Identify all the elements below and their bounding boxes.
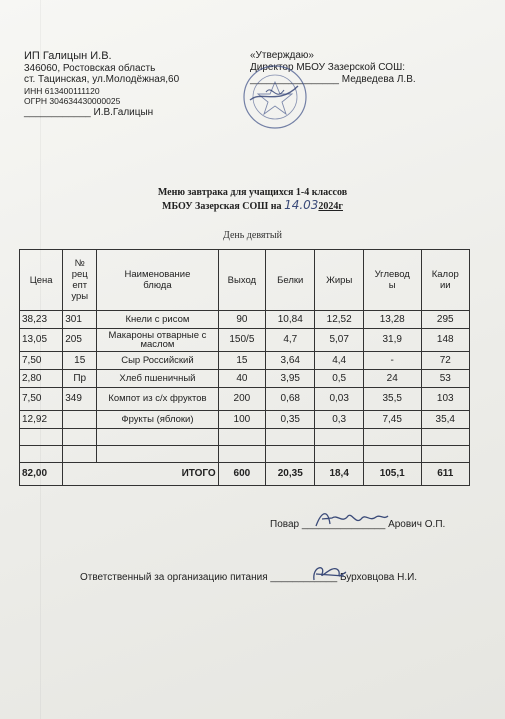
header-recipe: № рец епт уры (63, 250, 97, 311)
total-carbs: 105,1 (363, 463, 421, 486)
table-total-row (20, 463, 470, 486)
supplier-inn: ИНН 613400111120 (24, 85, 100, 96)
cell-proteins: 3,64 (266, 352, 315, 370)
cell-proteins: 3,95 (266, 370, 315, 388)
cell-recipe: 15 (63, 352, 97, 370)
cook-name: Арович О.П. (388, 519, 446, 530)
cell-dish: Сыр Российский (97, 352, 219, 370)
cell-output: 15 (218, 352, 265, 370)
cell-recipe (63, 411, 97, 429)
cell-price: 7,50 (20, 352, 63, 370)
header-dish: Наименование блюда (97, 250, 219, 311)
cell-output: 40 (218, 370, 265, 388)
menu-title-year: 2024г (318, 201, 343, 212)
cell-recipe: 301 (63, 311, 97, 329)
supplier-block (24, 51, 179, 118)
supplier-name: ИП Галицын И.В. (24, 50, 112, 62)
cell-fats: 0,03 (315, 388, 363, 411)
cell-fats: 0,3 (315, 411, 363, 429)
cook-signature-line: Повар _______________ Арович О.П. (270, 519, 446, 530)
cell-proteins: 0,35 (266, 411, 315, 429)
total-price: 82,00 (20, 463, 63, 486)
cell-price: 7,50 (20, 388, 63, 411)
cell-calories: 148 (421, 329, 469, 352)
header-proteins: Белки (266, 250, 315, 311)
menu-title (0, 186, 505, 213)
responsible-handwritten-signature (308, 560, 352, 586)
table-row (20, 411, 470, 429)
menu-table (19, 249, 470, 486)
table-row (20, 370, 470, 388)
cell-proteins: 10,84 (266, 311, 315, 329)
cell-dish: Компот из с/х фруктов (97, 388, 219, 411)
total-output: 600 (218, 463, 265, 486)
responsible-name: Бурховцова Н.И. (339, 572, 418, 583)
cell-carbs: 7,45 (363, 411, 421, 429)
supplier-signature: ____________ И.В.Галицын (24, 106, 154, 118)
cook-handwritten-signature (312, 508, 392, 532)
responsible-signature-line: Ответственный за организацию питания ____________ Бурховцова Н.И. (80, 572, 418, 583)
cell-fats: 4,4 (315, 352, 363, 370)
cell-output: 150/5 (218, 329, 265, 352)
cell-output: 90 (218, 311, 265, 329)
table-row (20, 352, 470, 370)
cell-output: 100 (218, 411, 265, 429)
total-calories: 611 (421, 463, 469, 486)
cell-dish: Макароны отварные с маслом (97, 329, 219, 352)
table-row (20, 329, 470, 352)
cell-carbs: 13,28 (363, 311, 421, 329)
cell-recipe: 349 (63, 388, 97, 411)
cell-calories: 295 (421, 311, 469, 329)
supplier-address-2: ст. Тацинская, ул.Молодёжная,60 (24, 74, 180, 85)
cell-calories: 103 (421, 388, 469, 411)
table-header-row (20, 250, 470, 311)
cell-dish: Хлеб пшеничный (97, 370, 219, 388)
cell-price: 12,92 (20, 411, 63, 429)
header-calories: Калор ии (421, 250, 469, 311)
approval-name: ________________ Медведева Л.В. (250, 74, 416, 85)
supplier-ogrn: ОГРН 304634430000025 (24, 96, 121, 106)
cell-proteins: 0,68 (266, 388, 315, 411)
cook-label: Повар (270, 519, 300, 530)
cell-output: 200 (218, 388, 265, 411)
day-label: День девятый (223, 230, 282, 241)
handwritten-date: 14.03 (284, 198, 319, 212)
approval-title: «Утверждаю» (250, 50, 314, 61)
menu-title-prefix: МБОУ Зазерская СОШ на (162, 201, 282, 212)
cell-dish: Фрукты (яблоки) (97, 411, 219, 429)
menu-title-line1: Меню завтрака для учащихся 1-4 классов (157, 187, 348, 198)
cell-fats: 5,07 (315, 329, 363, 352)
cell-fats: 12,52 (315, 311, 363, 329)
cell-fats: 0,5 (315, 370, 363, 388)
cell-carbs: - (363, 352, 421, 370)
cell-calories: 53 (421, 370, 469, 388)
table-row-empty (20, 446, 470, 463)
cell-price: 2,80 (20, 370, 63, 388)
header-carbs: Углевод ы (363, 250, 421, 311)
cell-recipe: Пр (63, 370, 97, 388)
supplier-address-1: 346060, Ростовская область (24, 62, 156, 74)
header-fats: Жиры (315, 250, 363, 311)
total-proteins: 20,35 (266, 463, 315, 486)
official-stamp (240, 62, 310, 132)
total-label: ИТОГО (63, 463, 218, 486)
table-row (20, 311, 470, 329)
cell-price: 38,23 (20, 311, 63, 329)
cell-calories: 35,4 (421, 411, 469, 429)
total-fats: 18,4 (315, 463, 363, 486)
header-price: Цена (20, 250, 63, 311)
cell-carbs: 24 (363, 370, 421, 388)
cell-dish: Кнели с рисом (97, 311, 219, 329)
menu-title-line2 (0, 199, 505, 213)
table-row-empty (20, 429, 470, 446)
header-output: Выход (218, 250, 265, 311)
responsible-label: Ответственный за организацию питания (80, 572, 268, 583)
cell-price: 13,05 (20, 329, 63, 352)
approval-position: Директор МБОУ Зазерской СОШ: (250, 62, 406, 73)
cell-carbs: 31,9 (363, 329, 421, 352)
cell-carbs: 35,5 (363, 388, 421, 411)
cell-proteins: 4,7 (266, 329, 315, 352)
cell-recipe: 205 (63, 329, 97, 352)
cell-calories: 72 (421, 352, 469, 370)
table-row (20, 388, 470, 411)
